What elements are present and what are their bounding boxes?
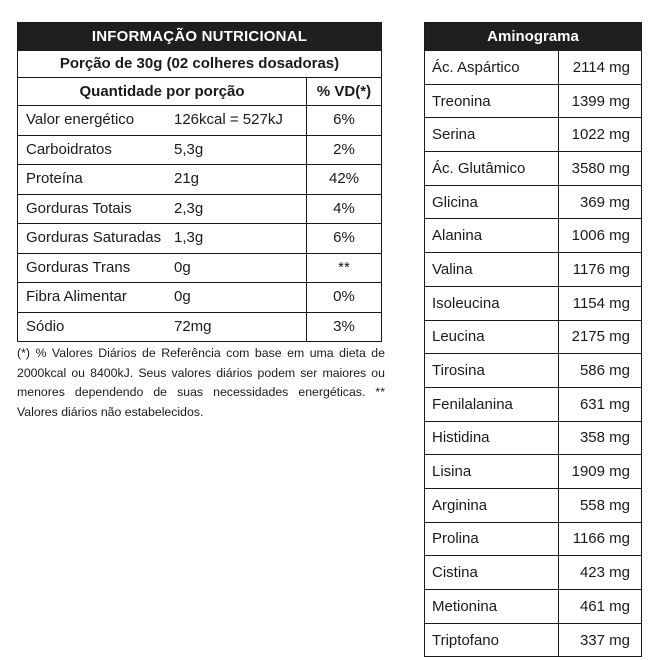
nutrition-row	[18, 165, 381, 195]
nutrient-quantity: 72mg	[174, 317, 212, 335]
amino-row	[425, 556, 641, 590]
nutrient-quantity: 126kcal = 527kJ	[174, 111, 283, 128]
amino-acid-name: Isoleucina	[425, 287, 559, 320]
nutrient-cell	[18, 136, 307, 165]
nutrition-title: INFORMAÇÃO NUTRICIONAL	[18, 23, 381, 51]
amino-acid-value: 369 mg	[579, 193, 630, 211]
amino-acid-name: Valina	[425, 253, 559, 286]
aminogram-table	[424, 22, 642, 657]
nutrient-name: Fibra Alimentar	[26, 288, 127, 305]
amino-acid-value: 1006 mg	[571, 227, 630, 245]
amino-acid-value: 1909 mg	[571, 463, 630, 481]
amino-acid-value: 461 mg	[579, 597, 630, 615]
nutrient-name: Gorduras Trans	[26, 258, 131, 276]
nutrition-header-row	[18, 78, 381, 106]
nutrition-row	[18, 136, 381, 166]
amino-acid-name: Leucina	[425, 321, 559, 354]
amino-acid-name: Alanina	[425, 219, 559, 252]
nutrient-cell	[18, 254, 307, 283]
amino-acid-value: 1154 mg	[572, 294, 630, 312]
nutrient-daily-value: 0%	[333, 288, 355, 305]
amino-acid-name: Serina	[425, 118, 559, 151]
nutrient-name: Gorduras Saturadas	[26, 229, 162, 246]
amino-row	[425, 186, 641, 220]
nutrient-name: Carboidratos	[26, 140, 112, 158]
amino-acid-name: Histidina	[425, 422, 559, 455]
amino-acid-name: Ác. Aspártico	[425, 51, 559, 84]
header-quantity-label: Quantidade por porção	[79, 83, 245, 100]
amino-acid-value: 358 mg	[579, 429, 630, 447]
amino-row	[425, 51, 641, 85]
nutrient-daily-value: 6%	[333, 229, 355, 246]
nutrition-rows	[18, 106, 381, 341]
nutrient-cell	[18, 224, 307, 253]
nutrient-name: Gorduras Totais	[26, 199, 132, 217]
nutrient-quantity: 1,3g	[174, 229, 204, 246]
amino-row	[425, 219, 641, 253]
nutrition-facts-table	[17, 22, 382, 342]
nutrition-row	[18, 106, 381, 136]
amino-row	[425, 422, 641, 456]
amino-row	[425, 388, 641, 422]
amino-acid-name: Treonina	[425, 85, 559, 118]
nutrient-quantity: 0g	[174, 288, 191, 305]
amino-row	[425, 85, 641, 119]
nutrient-daily-value: **	[338, 258, 350, 276]
nutrient-quantity: 5,3g	[174, 140, 204, 158]
amino-acid-value: 2114 mg	[572, 58, 630, 76]
amino-acid-value: 1399 mg	[571, 92, 630, 110]
amino-acid-value: 1022 mg	[571, 126, 630, 144]
amino-acid-value: 3580 mg	[571, 159, 630, 177]
amino-row	[425, 489, 641, 523]
nutrition-footnote: (*) % Valores Diários de Referência com base em uma dieta de 2000kcal ou 8400kJ. Seus valores diários podem ser maiores ou menores dependendo de suas necessidades energéticas. ** Valores diários não estabelecidos.	[17, 346, 385, 419]
nutrient-quantity: 2,3g	[174, 199, 204, 217]
amino-acid-name: Prolina	[425, 523, 559, 556]
aminogram-rows	[425, 51, 641, 656]
amino-row	[425, 354, 641, 388]
amino-row	[425, 253, 641, 287]
nutrition-row	[18, 195, 381, 225]
amino-acid-name: Glicina	[425, 186, 559, 219]
nutrition-row	[18, 313, 381, 342]
amino-acid-value: 1176 mg	[572, 260, 630, 278]
amino-row	[425, 321, 641, 355]
amino-acid-value: 558 mg	[579, 496, 630, 514]
amino-acid-value: 586 mg	[579, 362, 630, 380]
amino-acid-name: Triptofano	[425, 624, 559, 657]
nutrition-row	[18, 254, 381, 284]
nutrient-name: Valor energético	[26, 111, 135, 128]
nutrient-cell	[18, 106, 307, 135]
nutrition-row	[18, 283, 381, 313]
nutrient-daily-value: 4%	[333, 199, 355, 217]
nutrient-daily-value: 3%	[333, 317, 355, 335]
nutrient-cell	[18, 313, 307, 342]
amino-acid-name: Metionina	[425, 590, 559, 623]
amino-acid-name: Fenilalanina	[425, 388, 559, 421]
amino-row	[425, 287, 641, 321]
nutrient-cell	[18, 283, 307, 312]
amino-acid-value: 631 mg	[579, 395, 630, 413]
nutrition-row	[18, 224, 381, 254]
amino-acid-value: 2175 mg	[571, 328, 630, 346]
amino-acid-name: Ác. Glutâmico	[425, 152, 559, 185]
nutrient-daily-value: 6%	[333, 111, 355, 128]
amino-acid-name: Tirosina	[425, 354, 559, 387]
amino-row	[425, 152, 641, 186]
amino-acid-name: Lisina	[425, 455, 559, 488]
amino-acid-value: 423 mg	[579, 564, 630, 582]
amino-acid-value: 337 mg	[579, 631, 630, 649]
nutrient-cell	[18, 195, 307, 224]
amino-row	[425, 118, 641, 152]
nutrient-quantity: 0g	[174, 258, 191, 276]
portion-size: Porção de 30g (02 colheres dosadoras)	[18, 51, 381, 78]
aminogram-title: Aminograma	[425, 23, 641, 51]
nutrient-name: Sódio	[26, 317, 65, 335]
amino-acid-name: Arginina	[425, 489, 559, 522]
amino-row	[425, 590, 641, 624]
nutrient-name: Proteína	[26, 170, 83, 187]
amino-acid-name: Cistina	[425, 556, 559, 589]
amino-row	[425, 523, 641, 557]
header-quantity-cell	[18, 78, 307, 105]
nutrient-quantity: 21g	[174, 170, 200, 187]
amino-acid-value: 1166 mg	[572, 530, 630, 548]
nutrient-daily-value: 2%	[333, 140, 355, 158]
header-vd-label: % VD(*)	[316, 83, 372, 100]
nutrient-cell	[18, 165, 307, 194]
amino-row	[425, 624, 641, 657]
amino-row	[425, 455, 641, 489]
nutrient-daily-value: 42%	[328, 170, 360, 187]
